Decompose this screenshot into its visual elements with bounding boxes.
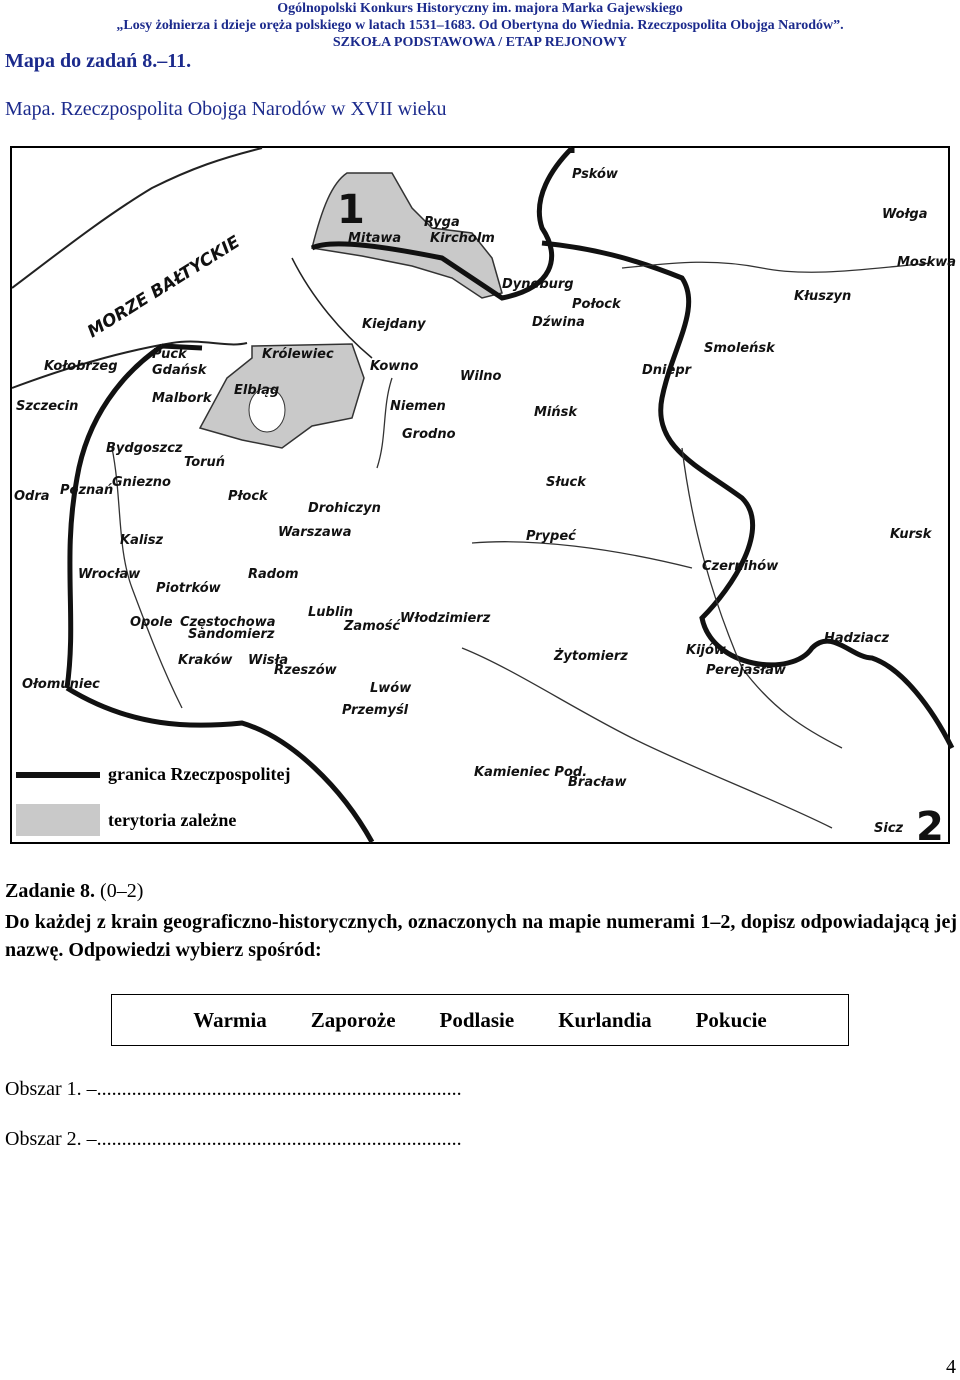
river-niemen: [377, 378, 392, 468]
sea-label: MORZE BAŁTYCKIE: [84, 232, 244, 343]
city-label: Psków: [572, 167, 618, 182]
city-label: Lublin: [308, 605, 354, 620]
city-label: Smoleńsk: [704, 341, 775, 356]
city-label: Kijów: [686, 643, 726, 658]
city-label: Włodzimierz: [400, 611, 491, 626]
map-caption: Mapa. Rzeczpospolita Obojga Narodów w XVII wieku: [5, 98, 447, 120]
coastline: [12, 148, 262, 288]
city-label: Dniepr: [642, 363, 692, 378]
city-label: Elbląg: [234, 383, 280, 398]
city-label: Warszawa: [278, 525, 352, 540]
city-label: Kowno: [370, 359, 419, 374]
map-svg: [12, 148, 957, 850]
task-instructions: Do każdej z krain geograficzno-historycznych, oznaczonych na mapie numerami 1–2, dopisz odpowiadającą jej nazwę. Odpowiedzi wybierz spośród:: [5, 911, 957, 961]
city-label: Bydgoszcz: [106, 441, 183, 456]
city-label: Mitawa: [348, 231, 402, 246]
city-label: Sicz: [874, 821, 904, 836]
city-label: Królewiec: [262, 347, 334, 362]
city-label: Gdańsk: [152, 363, 207, 378]
city-label: Perejasław: [706, 663, 786, 678]
answer-options-box: [111, 994, 849, 1046]
legend-dependent-label: terytoria zależne: [108, 810, 237, 830]
city-label: Hadziacz: [824, 631, 890, 646]
city-label: Piotrków: [156, 581, 221, 596]
city-label: Połock: [572, 297, 621, 312]
city-label: Lwów: [370, 681, 412, 696]
city-label: Szczecin: [16, 399, 79, 414]
city-label: Wołga: [882, 207, 928, 222]
city-label: Radom: [248, 567, 299, 582]
region-2-number: 2: [916, 804, 944, 850]
city-label: Ryga: [424, 215, 460, 230]
city-label: Kalisz: [120, 533, 164, 548]
option-pokucie: Pokucie: [695, 1007, 767, 1032]
header-line-1: Ogólnopolski Konkurs Historyczny im. majora Marka Gajewskiego: [277, 1, 683, 16]
option-kurlandia: Kurlandia: [558, 1007, 652, 1032]
city-label: Kiejdany: [362, 317, 426, 332]
city-label: Sandomierz: [188, 627, 275, 642]
answer-line-1[interactable]: Obszar 1. –.........................................................................: [5, 1078, 462, 1100]
city-label: Moskwa: [897, 255, 957, 270]
city-label: Wrocław: [78, 567, 141, 582]
legend-border-swatch: [16, 772, 100, 778]
city-label: Malbork: [152, 391, 212, 406]
region-1-number: 1: [337, 187, 365, 233]
city-label: Rzeszów: [274, 663, 337, 678]
city-label: Drohiczyn: [308, 501, 381, 516]
city-label: Kircholm: [430, 231, 495, 246]
city-label: Wisła: [248, 653, 289, 668]
city-label: Czernihów: [702, 559, 779, 574]
city-label: Kłuszyn: [794, 289, 852, 304]
map-heading: Mapa do zadań 8.–11.: [5, 50, 192, 72]
city-label: Kołobrzeg: [44, 359, 118, 374]
answer-line-2[interactable]: Obszar 2. –.........................................................................: [5, 1128, 462, 1150]
city-label: Dźwina: [532, 315, 585, 330]
document-header: [0, 0, 960, 51]
city-label: Puck: [152, 347, 187, 362]
city-label: Grodno: [402, 427, 456, 442]
city-label: Opole: [130, 615, 173, 630]
city-label: Słuck: [546, 475, 586, 490]
city-label: Wilno: [460, 369, 502, 384]
task-number: Zadanie 8.: [5, 880, 96, 902]
option-podlasie: Podlasie: [439, 1007, 515, 1032]
city-label: Przemyśl: [342, 703, 409, 718]
city-label: Ołomuniec: [22, 677, 100, 692]
city-label: Zamość: [344, 619, 401, 634]
legend-dependent-swatch: [16, 804, 100, 836]
city-label: Dyneburg: [502, 277, 574, 292]
historical-map: [10, 146, 957, 850]
coastline-east: [292, 258, 372, 358]
city-label: Gniezno: [112, 475, 171, 490]
page-number: 4: [946, 1356, 956, 1378]
city-label: Bracław: [568, 775, 627, 790]
city-label: Żytomierz: [554, 649, 628, 664]
header-line-3: SZKOŁA PODSTAWOWA / ETAP REJONOWY: [332, 35, 628, 50]
city-label: Prypeć: [526, 529, 576, 544]
city-label: Niemen: [390, 399, 446, 414]
city-label: Poznań: [60, 483, 114, 498]
river-prypec: [472, 542, 692, 568]
city-label: Mińsk: [534, 405, 578, 420]
task-points: (0–2): [100, 880, 144, 902]
option-warmia: Warmia: [193, 1007, 267, 1032]
city-label: Kamieniec Pod.: [474, 765, 588, 780]
task-title: [5, 880, 143, 903]
city-label: Odra: [14, 489, 50, 504]
city-label: Płock: [228, 489, 268, 504]
city-label: Kraków: [178, 653, 233, 668]
city-label: Częstochowa: [180, 615, 276, 630]
option-zaporoze: Zaporoże: [310, 1007, 396, 1032]
city-label: Kursk: [890, 527, 932, 542]
river-dnieper: [682, 448, 842, 748]
city-label: Toruń: [184, 455, 226, 470]
legend-border-label: granica Rzeczpospolitej: [108, 764, 291, 784]
header-line-2: „Losy żołnierza i dzieje oręża polskiego w latach 1531–1683. Od Obertyna do Wiednia. Rzeczpospolita Obojga Narodów”.: [116, 18, 844, 33]
